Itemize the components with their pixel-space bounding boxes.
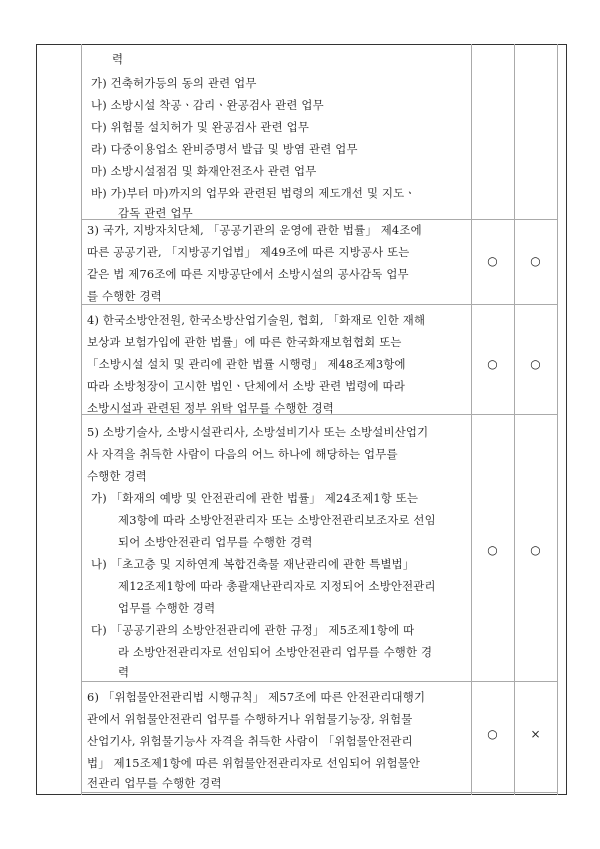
text-line: 6) 「위험물안전관리법 시행규칙」 제57조에 따른 안전관리대행기 [87,690,426,704]
table-right-border [557,44,558,795]
table-left-border [81,44,82,795]
text-line: 라) 다중이용업소 완비증명서 발급 및 방염 관련 업무 [91,142,358,156]
text-line: 감독 관련 업무 [118,206,193,220]
page-frame [36,44,567,795]
text-line: 3) 국가, 지방자치단체, 「공공기관의 운영에 관한 법률」 제4조에 [87,223,422,237]
eligibility-mark-1: ○ [487,254,498,268]
text-line: 보상과 보험가입에 관한 법률」에 따른 한국화재보험협회 또는 [87,335,402,349]
text-line: 가) 건축허가등의 동의 관련 업무 [91,76,257,90]
eligibility-mark-2: ○ [530,357,541,371]
text-line: 나) 「초고층 및 지하연계 복합건축물 재난관리에 관한 특별법」 [91,557,415,571]
text-line: 같은 법 제76조에 따른 지방공단에서 소방시설의 공사감독 업무 [87,267,409,281]
text-line: 를 수행한 경력 [87,289,162,303]
text-line: 다) 위험물 설치허가 및 완공검사 관련 업무 [91,120,310,134]
eligibility-mark-1: ○ [487,727,498,741]
text-line: 라 소방안전관리자로 선임되어 소방안전관리 업무를 수행한 경 [118,645,433,659]
text-line: 제3항에 따라 소방안전관리자 또는 소방안전관리보조자로 선임 [118,513,436,527]
text-line: 수행한 경력 [87,469,147,483]
text-line: 전관리 업무를 수행한 경력 [87,776,222,790]
eligibility-mark-2: ○ [530,543,541,557]
text-line: 가) 「화재의 예방 및 안전관리에 관한 법률」 제24조제1항 또는 [91,491,419,505]
text-line: 따른 공공기관, 「지방공기업법」 제49조에 따른 지방공사 또는 [87,245,410,259]
column-divider-2 [514,44,515,795]
eligibility-mark-1: ○ [487,543,498,557]
text-line: 5) 소방기술사, 소방시설관리사, 소방설비기사 또는 소방설비산업기 [87,425,429,439]
text-line: 다) 「공공기관의 소방안전관리에 관한 규정」 제5조제1항에 따 [91,623,415,637]
row-divider [81,681,557,682]
text-line: 력 [118,665,130,679]
text-line: 「소방시설 설치 및 관리에 관한 법률 시행령」 제48조제3항에 [87,357,406,371]
text-line: 산업기사, 위험물기능사 자격을 취득한 사람이 「위험물안전관리 [87,734,413,748]
text-line: 력 [112,52,124,66]
text-line: 바) 가)부터 마)까지의 업무와 관련된 법령의 제도개선 및 지도ㆍ [91,186,416,200]
eligibility-mark-2: ○ [530,254,541,268]
text-line: 나) 소방시설 착공ㆍ감리ㆍ완공검사 관련 업무 [91,98,324,112]
eligibility-mark-1: ○ [487,357,498,371]
row-divider [81,792,557,793]
text-line: 제12조제1항에 따라 총괄재난관리자로 지정되어 소방안전관리 [118,579,436,593]
text-line: 소방시설과 관련된 정부 위탁 업무를 수행한 경력 [87,401,334,415]
eligibility-mark-2: × [530,727,541,741]
text-line: 4) 한국소방안전원, 한국소방산업기술원, 협회, 「화재로 인한 재해 [87,313,426,327]
column-divider-1 [471,44,472,795]
row-divider [81,304,557,305]
text-line: 마) 소방시설점검 및 화재안전조사 관련 업무 [91,164,317,178]
text-line: 업무를 수행한 경력 [118,601,216,615]
text-line: 되어 소방안전관리 업무를 수행한 경력 [118,535,313,549]
text-line: 관에서 위험물안전관리 업무를 수행하거나 위험물기능장, 위험물 [87,712,413,726]
text-line: 따라 소방청장이 고시한 법인ㆍ단체에서 소방 관련 법령에 따라 [87,379,406,393]
text-line: 법」 제15조제1항에 따른 위험물안전관리자로 선임되어 위험물안 [87,756,421,770]
text-line: 사 자격을 취득한 사람이 다음의 어느 하나에 해당하는 업무를 [87,447,398,461]
